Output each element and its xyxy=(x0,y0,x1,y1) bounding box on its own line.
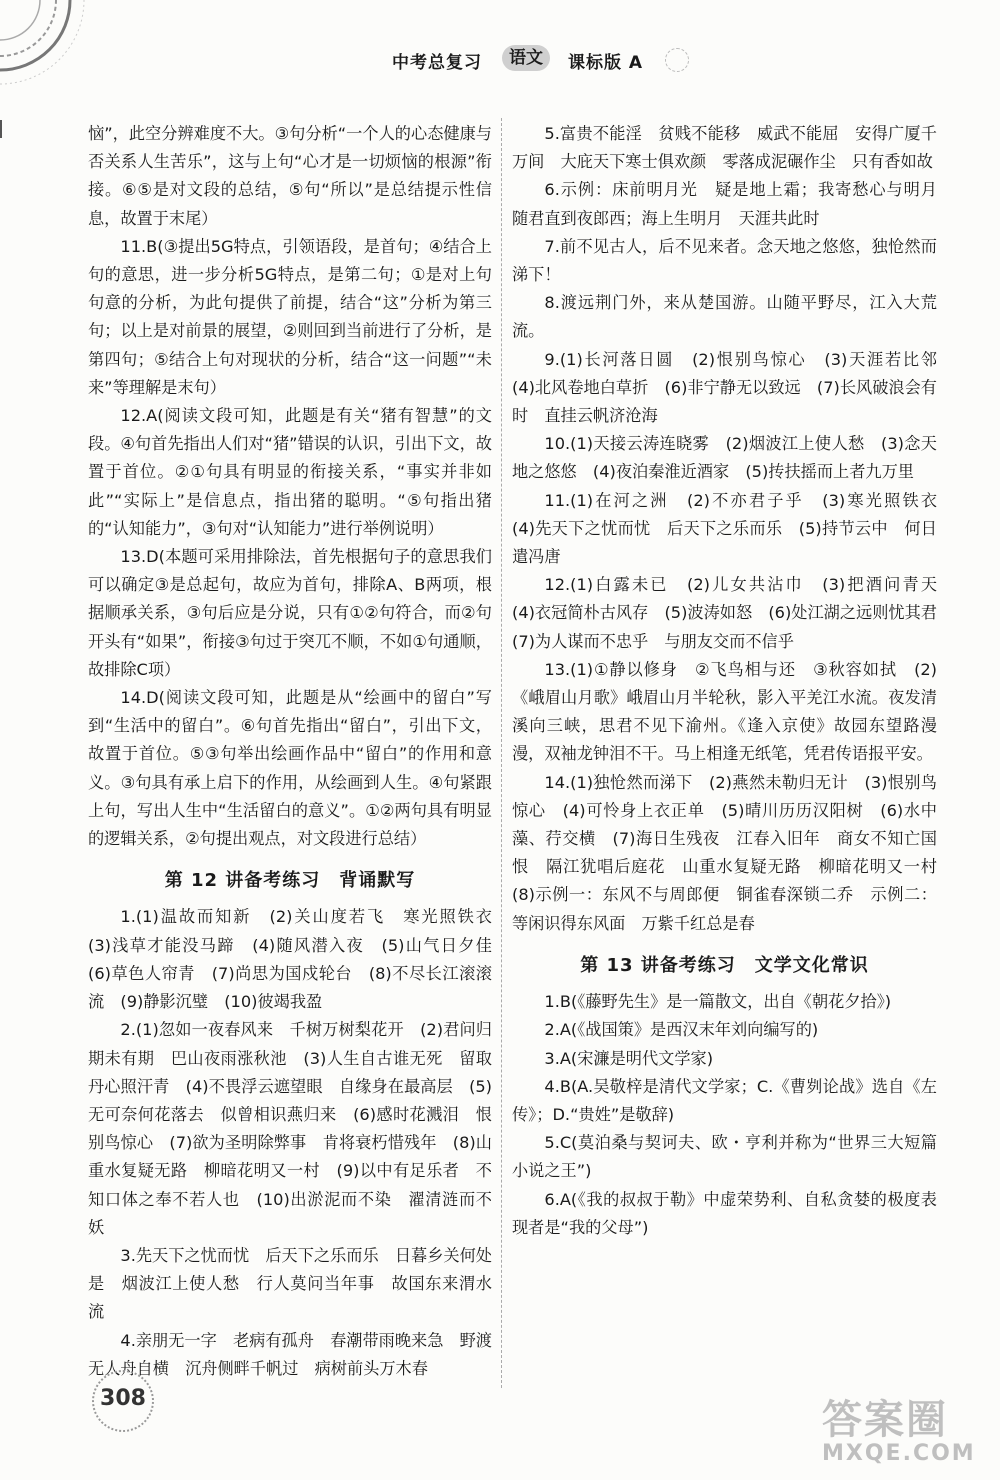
watermark-url: MXQE.COM xyxy=(822,1441,976,1466)
margin-mark xyxy=(0,120,2,138)
answer-item: 3.先天下之忧而忧 后天下之乐而乐 日暮乡关何处是 烟波江上使人愁 行人莫问当年事 故国东来渭水流 xyxy=(88,1245,492,1322)
answer-item: 12.A(阅读文段可知，此题是有关“猪有智慧”的文段。④句首先指出人们对“猪”错误的认识，引出下文，故置于首位。②①句具有明显的衔接关系，“事实并非如此”“实际上”是信息点，指出猪的聪明。“⑤句指出猪的“认知能力”，③句对“认知能力”进行举例说明） xyxy=(88,406,492,538)
section-heading: 第 12 讲备考练习 背诵默写 xyxy=(164,870,416,892)
answer-item: 恼”，此空分辨难度不大。③句分析“一个人的心态健康与否关系人生苦乐”，这与上句“心才是一切烦恼的根源”衔接。⑥⑤是对文段的总结，⑤句“所以”是总结提示性信息，故置于末尾） xyxy=(88,124,492,228)
answer-item: 1.B(《藤野先生》是一篇散文，出自《朝花夕拾》) xyxy=(544,992,892,1012)
answer-item: 4.B(A.吴敬梓是清代文学家；C.《曹刿论战》选自《左传》；D.“贵姓”是敬辞) xyxy=(512,1076,937,1124)
header-title: 中考总复习 xyxy=(392,53,482,73)
section-heading: 第 13 讲备考练习 文学文化常识 xyxy=(580,954,869,976)
column-divider xyxy=(501,118,502,1388)
answer-item: 1.(1)温故而知新 (2)关山度若飞 寒光照铁衣 (3)浅草才能没马蹄 (4)随风潜入夜 (5)山气日夕佳 (6)草色人帘青 (7)尚思为国戍轮台 (8)不尽长江滚滚流 (9)静影沉璧 (10)彼竭我盈 xyxy=(88,907,509,1012)
page-number: 308 xyxy=(100,1386,146,1411)
answer-item: 6.示例：床前明月光 疑是地上霜；我寄愁心与明月 随君直到夜郎西；海上生明月 天涯共此时 xyxy=(512,180,954,228)
watermark xyxy=(822,1388,992,1474)
answer-item: 2.(1)忽如一夜春风来 千树万树梨花开 (2)君问归期未有期 巴山夜雨涨秋池 (3)人生自古谁无死 留取丹心照汗青 (4)不畏浮云遮望眼 自缘身在最高层 (5)无可奈何花落去 似曾相识燕归来 (6)感时花溅泪 恨别鸟惊心 (7)欲为圣明除弊事 肯将衰朽惜残年 (8)山重水复疑无路 柳暗花明又一村 (9)以中有足乐者 不知口体之奉不若人也 (10)出淤泥而不染 濯清涟而不妖 xyxy=(88,1020,492,1237)
answer-item: 14.(1)独怆然而涕下 (2)燕然未勒归无计 (3)恨别鸟惊心 (4)可怜身上衣正单 (5)晴川历历汉阳树 (6)水中藻、荇交横 (7)海日生残夜 江春入旧年 商女不知亡国恨 隔江犹唱后庭花 山重水复疑无路 柳暗花明又一村 (8)示例一：东风不与周郎便 铜雀春深锁二乔 示例二：等闲识得东风面 万紫千红总是春 xyxy=(512,772,954,933)
answer-item: 8.渡远荆门外，来从楚国游。山随平野尽，江入大荒流。 xyxy=(512,293,937,341)
answer-item: 11.B(③提出5G特点，引领语段，是首句；④结合上句的意思，进一步分析5G特点，是第二句；①是对上句句意的分析，为此句提供了前提，结合“这”分析为第三句；以上是对前景的展望，②则回到当前进行了分析，是第四句；⑤结合上句对现状的分析，结合“这一问题”“未来”等理解是末句） xyxy=(88,236,492,397)
answer-item: 13.D(本题可采用排除法，首先根据句子的意思我们可以确定③是总起句，故应为首句，排除A、B两项，根据顺承关系，③句后应是分说，只有①②句符合，而②句开头有“如果”，衔接③句过于突兀不顺，不如①句通顺，故排除C项） xyxy=(88,547,492,679)
page-number-badge xyxy=(92,1370,154,1432)
answer-item: 11.(1)在河之洲 (2)不亦君子乎 (3)寒光照铁衣 (4)先天下之忧而忧 后天下之乐而乐 (5)持节云中 何日遣冯唐 xyxy=(512,490,954,567)
header-subject-badge: 语文 xyxy=(502,45,550,71)
header-decoration-icon xyxy=(665,48,689,72)
page-header xyxy=(0,48,1000,78)
header-edition: 课标版 A xyxy=(568,53,644,73)
answer-item: 3.A(宋濂是明代文学家) xyxy=(544,1048,714,1068)
left-column xyxy=(88,120,509,1383)
answer-item: 7.前不见古人，后不见来者。念天地之悠悠，独怆然而涕下！ xyxy=(512,236,937,285)
answer-item: 5.C(莫泊桑与契诃夫、欧・亨利并称为“世界三大短篇小说之王”) xyxy=(512,1133,937,1181)
answer-item: 10.(1)天接云涛连晓雾 (2)烟波江上使人愁 (3)念天地之悠悠 (4)夜泊秦淮近酒家 (5)抟扶摇而上者九万里 xyxy=(512,434,937,482)
right-column xyxy=(512,120,954,1242)
answer-item: 14.D(阅读文段可知，此题是从“绘画中的留白”写到“生活中的留白”。⑥句首先指出“留白”，引出下文，故置于首位。⑤③句举出绘画作品中“留白”的作用和意义。③句具有承上启下的作用，从绘画到人生。④句紧跟上句，写出人生中“生活留白的意义”。①②两句具有明显的逻辑关系，②句提出观点，对文段进行总结） xyxy=(88,688,492,849)
watermark-logo: 答案圈 xyxy=(822,1397,948,1443)
answer-item: 2.A(《战国策》是西汉末年刘向编写的) xyxy=(544,1020,819,1040)
answer-item: 5.富贵不能淫 贫贱不能移 威武不能屈 安得广厦千万间 大庇天下寒士俱欢颜 零落成泥碾作尘 只有香如故 xyxy=(512,124,937,172)
answer-item: 13.(1)①静以修身 ②飞鸟相与还 ③秋容如拭 (2)《峨眉山月歌》峨眉山月半轮秋，影入平羌江水流。夜发清溪向三峡，思君不见下渝州。《逢入京使》故园东望路漫漫，双袖龙钟泪不干。马上相逢无纸笔，凭君传语报平安。 xyxy=(512,659,937,764)
answer-item: 9.(1)长河落日圆 (2)恨别鸟惊心 (3)天涯若比邻 (4)北风卷地白草折 (6)非宁静无以致远 (7)长风破浪会有时 直挂云帆济沧海 xyxy=(512,349,954,426)
answer-item: 12.(1)白露未已 (2)儿女共沾巾 (3)把酒问青天 (4)衣冠简朴古风存 (5)波涛如怒 (6)处江湖之远则忧其君 (7)为人谋而不忠乎 与朋友交而不信乎 xyxy=(512,575,954,651)
answer-item: 6.A(《我的叔叔于勒》中虚荣势利、自私贪婪的极度表现者是“我的父母”) xyxy=(512,1189,937,1237)
answer-item: 4.亲朋无一字 老病有孤舟 春潮带雨晚来急 野渡无人舟自横 沉舟侧畔千帆过 病树前头万木春 xyxy=(88,1330,492,1378)
